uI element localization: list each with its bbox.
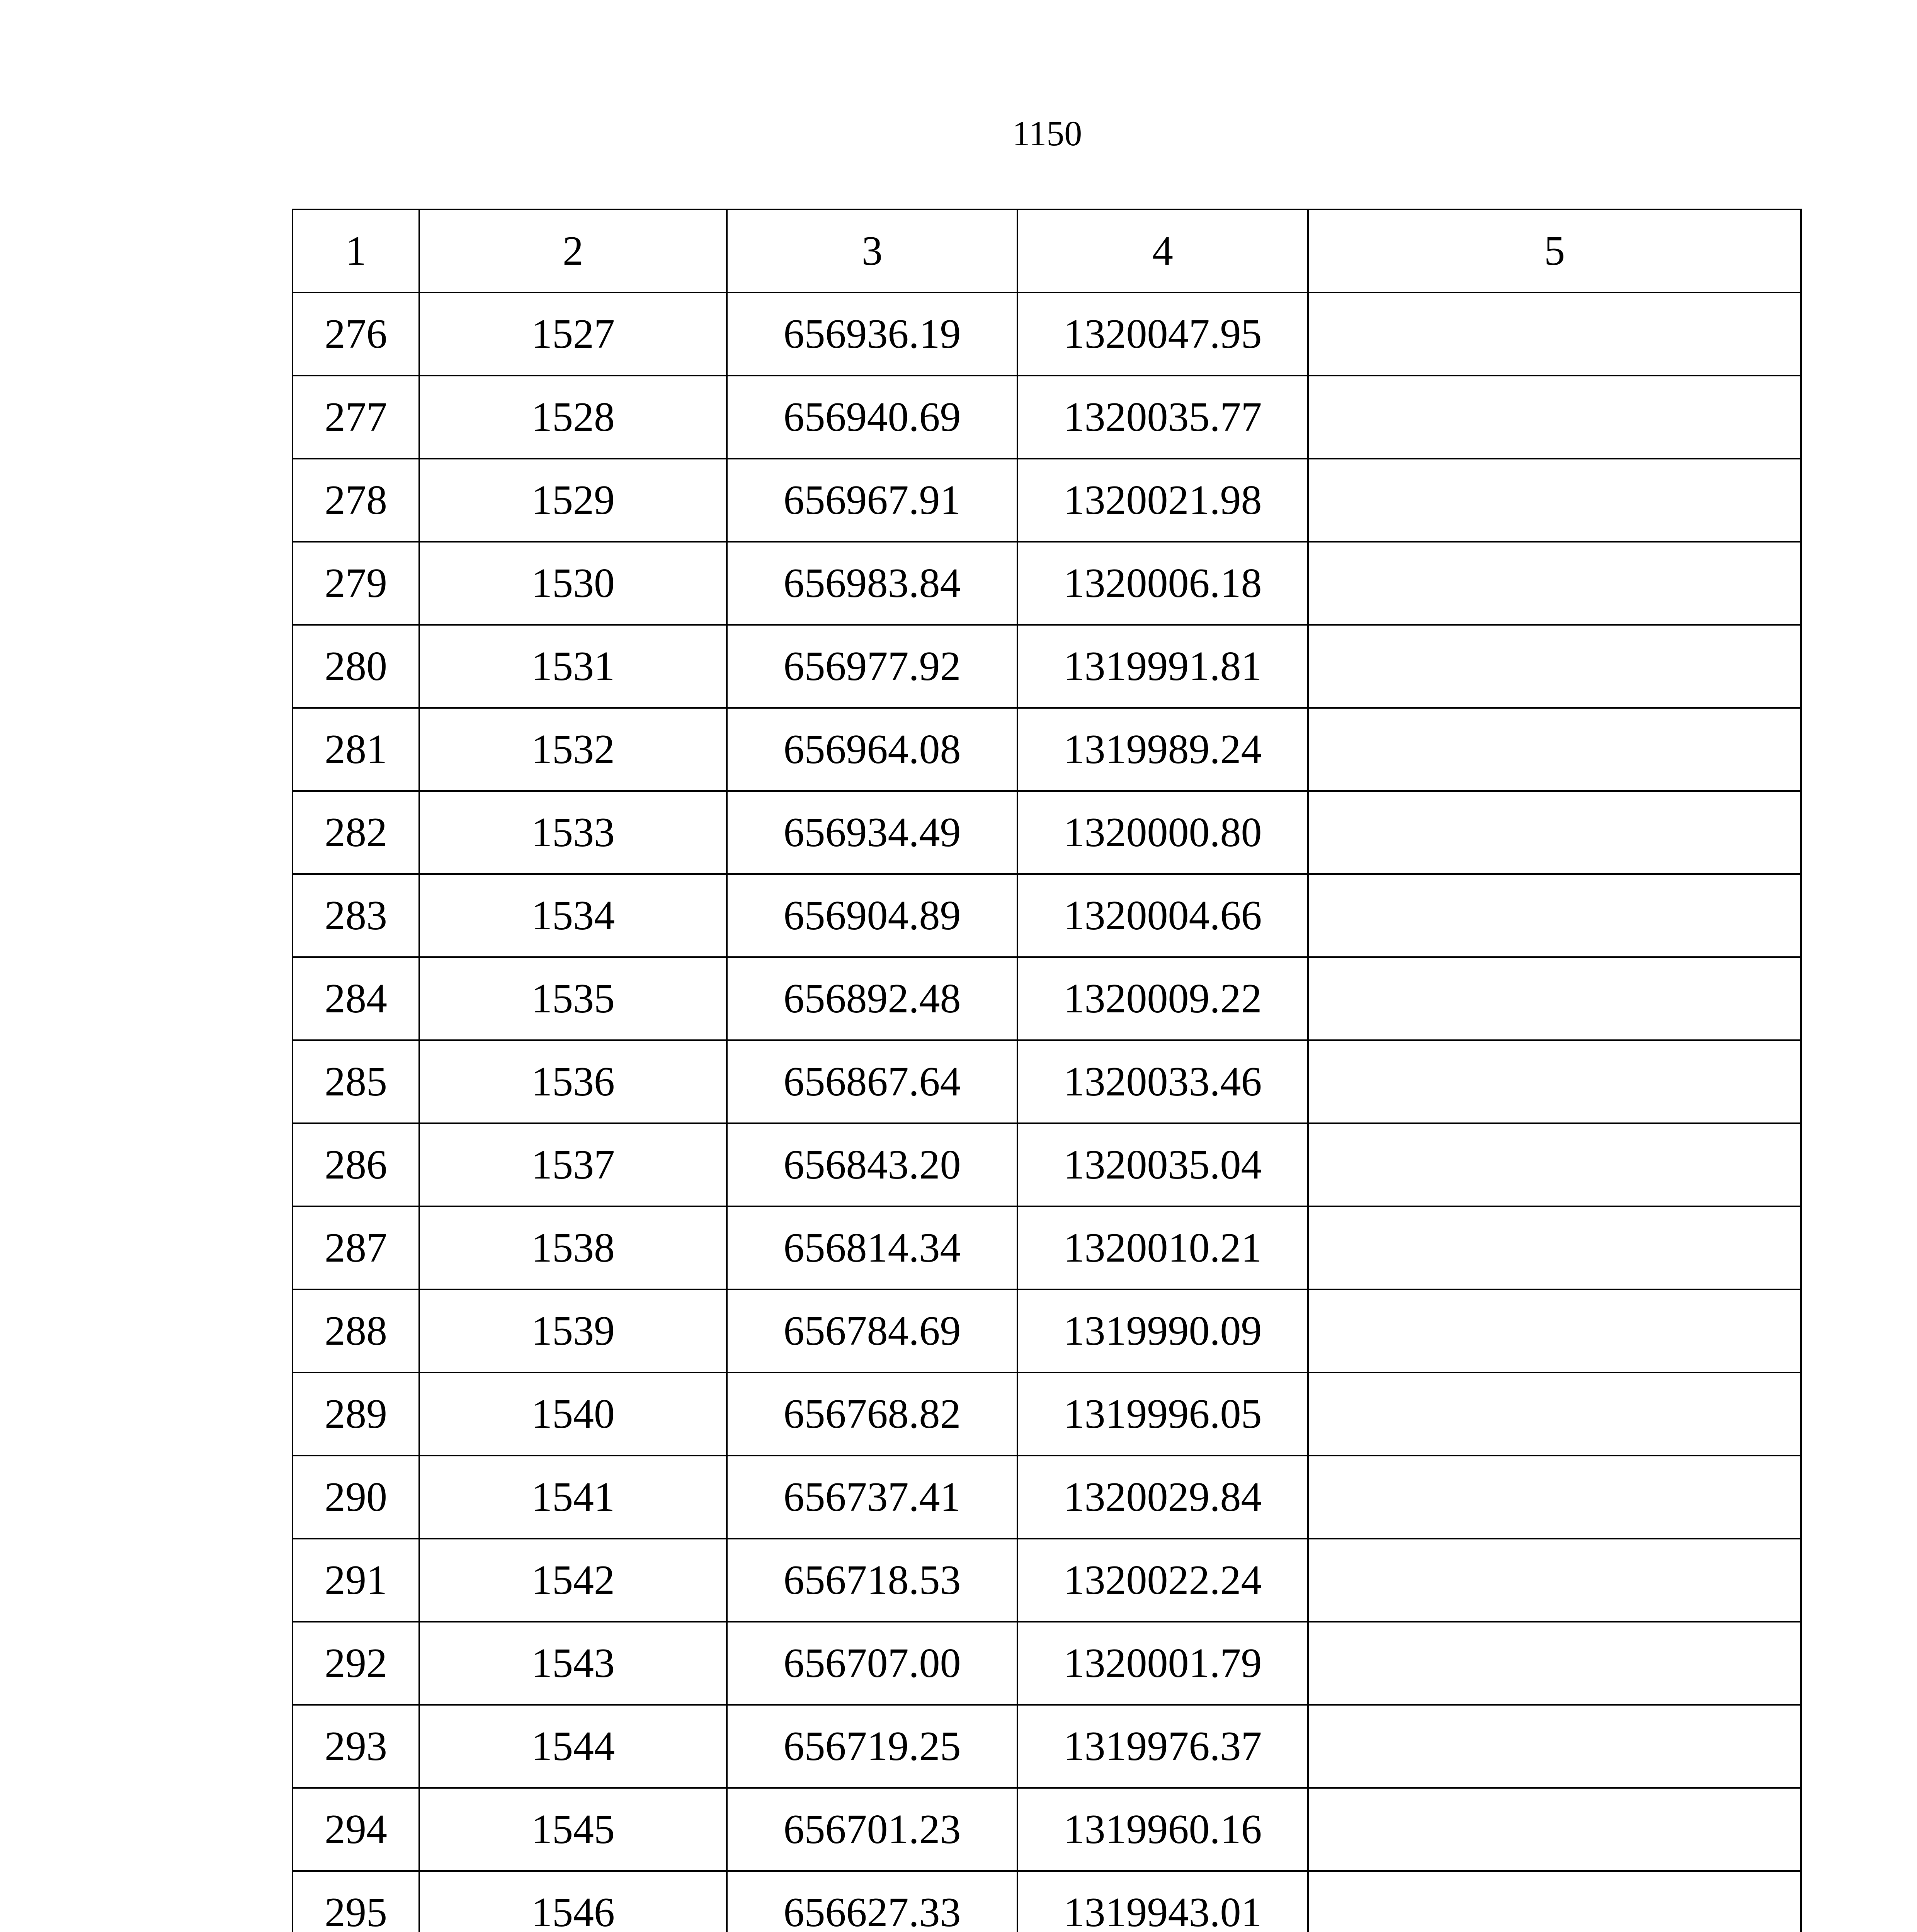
note-cell: [1308, 1539, 1801, 1622]
x-coordinate-cell: 656784.69: [727, 1289, 1017, 1372]
point-number-cell: 1527: [419, 293, 727, 376]
table-row: [293, 708, 1801, 791]
y-coordinate-cell: 1319989.24: [1017, 708, 1308, 791]
point-number-cell: 1543: [419, 1622, 727, 1705]
table-row: [293, 1456, 1801, 1539]
note-cell: [1308, 1456, 1801, 1539]
row-number-cell: 278: [293, 459, 419, 542]
x-coordinate-cell: 656814.34: [727, 1206, 1017, 1289]
point-number-cell: 1530: [419, 542, 727, 625]
header-cell-1: 1: [293, 209, 419, 293]
x-coordinate-cell: 656867.64: [727, 1040, 1017, 1123]
table-row: [293, 1206, 1801, 1289]
table-row: [293, 791, 1801, 874]
page-number: 1150: [1012, 114, 1082, 153]
x-coordinate-cell: 656967.91: [727, 459, 1017, 542]
note-cell: [1308, 1123, 1801, 1206]
point-number-cell: 1529: [419, 459, 727, 542]
point-number-cell: 1545: [419, 1788, 727, 1871]
point-number-cell: 1533: [419, 791, 727, 874]
note-cell: [1308, 542, 1801, 625]
header-cell-3: 3: [727, 209, 1017, 293]
point-number-cell: 1541: [419, 1456, 727, 1539]
y-coordinate-cell: 1319990.09: [1017, 1289, 1308, 1372]
header-cell-2: 2: [419, 209, 727, 293]
header-row: [293, 209, 1801, 293]
y-coordinate-cell: 1320029.84: [1017, 1456, 1308, 1539]
y-coordinate-cell: 1320000.80: [1017, 791, 1308, 874]
row-number-cell: 276: [293, 293, 419, 376]
row-number-cell: 287: [293, 1206, 419, 1289]
table-row: [293, 874, 1801, 957]
point-number-cell: 1535: [419, 957, 727, 1040]
point-number-cell: 1531: [419, 625, 727, 708]
row-number-cell: 288: [293, 1289, 419, 1372]
y-coordinate-cell: 1320010.21: [1017, 1206, 1308, 1289]
point-number-cell: 1534: [419, 874, 727, 957]
y-coordinate-cell: 1319976.37: [1017, 1705, 1308, 1788]
note-cell: [1308, 293, 1801, 376]
table-row: [293, 459, 1801, 542]
y-coordinate-cell: 1320022.24: [1017, 1539, 1308, 1622]
note-cell: [1308, 625, 1801, 708]
point-number-cell: 1542: [419, 1539, 727, 1622]
y-coordinate-cell: 1319991.81: [1017, 625, 1308, 708]
y-coordinate-cell: 1320033.46: [1017, 1040, 1308, 1123]
y-coordinate-cell: 1320009.22: [1017, 957, 1308, 1040]
x-coordinate-cell: 656934.49: [727, 791, 1017, 874]
note-cell: [1308, 957, 1801, 1040]
row-number-cell: 289: [293, 1372, 419, 1456]
note-cell: [1308, 874, 1801, 957]
row-number-cell: 280: [293, 625, 419, 708]
table-row: [293, 625, 1801, 708]
x-coordinate-cell: 656983.84: [727, 542, 1017, 625]
note-cell: [1308, 1871, 1801, 1932]
x-coordinate-cell: 656701.23: [727, 1788, 1017, 1871]
x-coordinate-cell: 656964.08: [727, 708, 1017, 791]
y-coordinate-cell: 1320047.95: [1017, 293, 1308, 376]
y-coordinate-cell: 1320006.18: [1017, 542, 1308, 625]
row-number-cell: 292: [293, 1622, 419, 1705]
point-number-cell: 1539: [419, 1289, 727, 1372]
y-coordinate-cell: 1320035.04: [1017, 1123, 1308, 1206]
table-row: [293, 1289, 1801, 1372]
note-cell: [1308, 708, 1801, 791]
note-cell: [1308, 1040, 1801, 1123]
point-number-cell: 1546: [419, 1871, 727, 1932]
note-cell: [1308, 791, 1801, 874]
y-coordinate-cell: 1320001.79: [1017, 1622, 1308, 1705]
row-number-cell: 282: [293, 791, 419, 874]
table-row: [293, 1372, 1801, 1456]
table-row: [293, 1788, 1801, 1871]
table-row: [293, 542, 1801, 625]
table-row: [293, 1622, 1801, 1705]
y-coordinate-cell: 1320035.77: [1017, 376, 1308, 459]
y-coordinate-cell: 1319996.05: [1017, 1372, 1308, 1456]
x-coordinate-cell: 656768.82: [727, 1372, 1017, 1456]
x-coordinate-cell: 656718.53: [727, 1539, 1017, 1622]
row-number-cell: 291: [293, 1539, 419, 1622]
table-row: [293, 1705, 1801, 1788]
x-coordinate-cell: 656843.20: [727, 1123, 1017, 1206]
x-coordinate-cell: 656627.33: [727, 1871, 1017, 1932]
x-coordinate-cell: 656940.69: [727, 376, 1017, 459]
row-number-cell: 277: [293, 376, 419, 459]
x-coordinate-cell: 656707.00: [727, 1622, 1017, 1705]
coordinates-table: [292, 209, 1802, 1932]
row-number-cell: 290: [293, 1456, 419, 1539]
table-body: [293, 293, 1801, 1932]
row-number-cell: 293: [293, 1705, 419, 1788]
note-cell: [1308, 1289, 1801, 1372]
row-number-cell: 281: [293, 708, 419, 791]
table-row: [293, 1871, 1801, 1932]
row-number-cell: 294: [293, 1788, 419, 1871]
table-header: [293, 209, 1801, 293]
row-number-cell: 279: [293, 542, 419, 625]
row-number-cell: 295: [293, 1871, 419, 1932]
row-number-cell: 283: [293, 874, 419, 957]
note-cell: [1308, 1788, 1801, 1871]
point-number-cell: 1536: [419, 1040, 727, 1123]
y-coordinate-cell: 1319960.16: [1017, 1788, 1308, 1871]
point-number-cell: 1540: [419, 1372, 727, 1456]
note-cell: [1308, 376, 1801, 459]
table-row: [293, 293, 1801, 376]
y-coordinate-cell: 1319943.01: [1017, 1871, 1308, 1932]
table-row: [293, 376, 1801, 459]
header-cell-4: 4: [1017, 209, 1308, 293]
table-row: [293, 1539, 1801, 1622]
x-coordinate-cell: 656737.41: [727, 1456, 1017, 1539]
point-number-cell: 1532: [419, 708, 727, 791]
table-row: [293, 1123, 1801, 1206]
x-coordinate-cell: 656977.92: [727, 625, 1017, 708]
x-coordinate-cell: 656892.48: [727, 957, 1017, 1040]
note-cell: [1308, 1705, 1801, 1788]
point-number-cell: 1528: [419, 376, 727, 459]
note-cell: [1308, 459, 1801, 542]
y-coordinate-cell: 1320004.66: [1017, 874, 1308, 957]
x-coordinate-cell: 656936.19: [727, 293, 1017, 376]
point-number-cell: 1537: [419, 1123, 727, 1206]
note-cell: [1308, 1372, 1801, 1456]
x-coordinate-cell: 656719.25: [727, 1705, 1017, 1788]
table-row: [293, 1040, 1801, 1123]
point-number-cell: 1544: [419, 1705, 727, 1788]
x-coordinate-cell: 656904.89: [727, 874, 1017, 957]
table-row: [293, 957, 1801, 1040]
header-cell-5: 5: [1308, 209, 1801, 293]
row-number-cell: 286: [293, 1123, 419, 1206]
point-number-cell: 1538: [419, 1206, 727, 1289]
y-coordinate-cell: 1320021.98: [1017, 459, 1308, 542]
note-cell: [1308, 1206, 1801, 1289]
note-cell: [1308, 1622, 1801, 1705]
row-number-cell: 285: [293, 1040, 419, 1123]
row-number-cell: 284: [293, 957, 419, 1040]
